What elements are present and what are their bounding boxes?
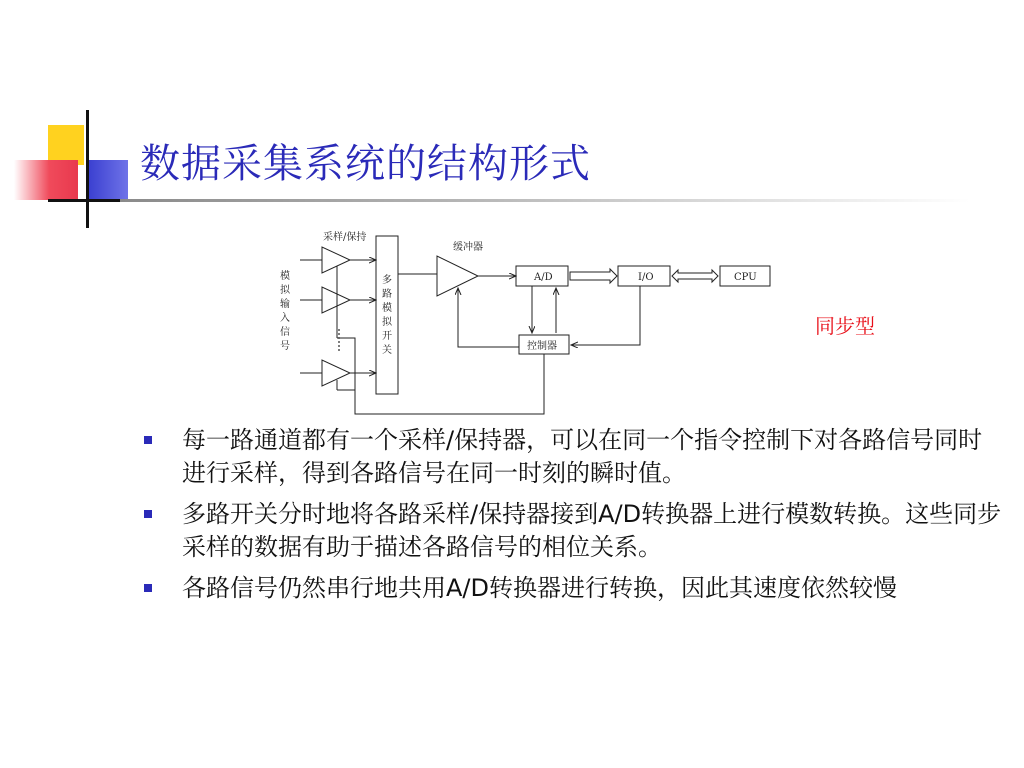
bullet-item — [142, 572, 1002, 605]
mux-char: 关 — [382, 345, 392, 356]
bullet-text: 多路开关分时地将各路采样/保持器接到A/D转换器上进行模数转换。这些同步采样的数据有助于描述各路信号的相位关系。 — [182, 500, 1002, 561]
mux-char: 开 — [382, 331, 392, 342]
bullet-text: 各路信号仍然串行地共用A/D转换器进行转换，因此其速度依然较慢 — [182, 574, 897, 602]
mux-char: 多 — [382, 275, 392, 286]
analog-input-char: 输 — [280, 299, 290, 310]
io-cpu-arrow — [672, 270, 718, 282]
analog-input-char: 模 — [280, 271, 290, 282]
buffer-label: 缓冲器 — [453, 242, 483, 253]
sync-type-label: 同步型 — [815, 314, 875, 338]
analog-input-char: 号 — [280, 341, 290, 352]
analog-input-char: 拟 — [280, 285, 290, 296]
mux-char: 拟 — [382, 317, 392, 328]
controller-label: 控制器 — [527, 341, 557, 352]
mux-box — [376, 236, 398, 394]
bullet-square-icon — [144, 584, 152, 592]
bullet-list — [142, 424, 1002, 613]
ad-label: A/D — [534, 272, 553, 283]
sample-hold-1 — [322, 247, 350, 273]
mux-char: 模 — [382, 303, 392, 314]
bullet-square-icon — [144, 510, 152, 518]
analog-input-char: 信 — [280, 327, 290, 338]
analog-input-char: 入 — [280, 313, 290, 324]
mux-char: 路 — [382, 289, 392, 300]
slide-title: 数据采集系统的结构形式 — [140, 141, 591, 187]
bullet-item — [142, 498, 1002, 564]
io-label: I/O — [638, 272, 654, 283]
bullet-text: 每一路通道都有一个采样/保持器，可以在同一个指令控制下对各路信号同时进行采样，得到各路信号在同一时刻的瞬时值。 — [182, 426, 983, 487]
bullet-square-icon — [144, 436, 152, 444]
cpu-label: CPU — [734, 272, 757, 283]
sample-hold-3 — [322, 360, 350, 386]
ad-io-arrow — [570, 269, 617, 283]
bullet-item — [142, 424, 1002, 490]
sample-hold-label: 采样/保持 — [323, 232, 367, 243]
sample-hold-2 — [322, 287, 350, 313]
